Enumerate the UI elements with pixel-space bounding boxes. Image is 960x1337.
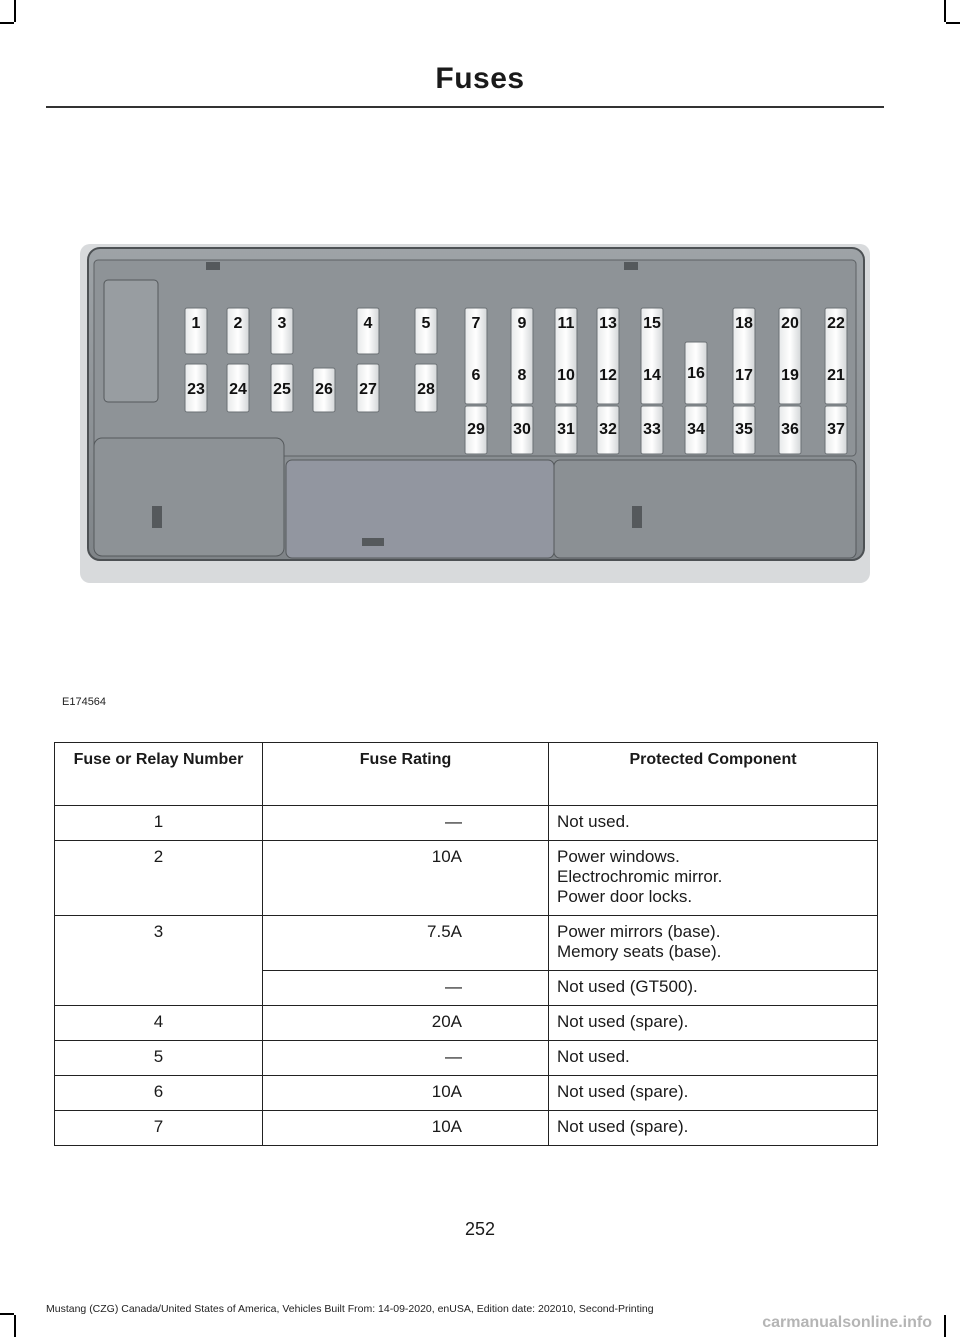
fuse-label: 10 [557,367,575,384]
fuse-label: 14 [643,367,661,384]
fuse-label: 4 [363,315,373,332]
latch-slot [152,506,162,528]
fuse-label: 36 [781,421,799,438]
fuse-label: 18 [735,315,753,332]
fuse-number: 7 [55,1111,263,1146]
fuse-rating: 10A [263,1111,549,1146]
crop-mark [0,22,14,24]
table-row [55,916,878,971]
table-row [55,1041,878,1076]
fuse-label: 11 [557,315,575,332]
fuse-label: 25 [273,381,291,398]
component-line: Memory seats (base). [557,942,722,961]
protected-component [549,916,878,971]
protected-component [549,1111,878,1146]
lower-right-housing [554,460,856,558]
footer-text: Mustang (CZG) Canada/United States of America, Vehicles Built From: 14-09-2020, enUSA, Edition date: 202010, Second-Printing [46,1303,654,1315]
component-line: Not used. [557,1047,630,1066]
component-line: Power mirrors (base). [557,922,721,941]
fuse-label: 20 [781,315,799,332]
component-line: Not used. [557,812,630,831]
fuse-label: 8 [517,367,527,384]
fuse-label: 19 [781,367,799,384]
page-title: Fuses [435,62,525,95]
fuse-label: 22 [827,315,845,332]
table-row [55,1111,878,1146]
component-line: Not used (GT500). [557,977,698,996]
watermark: carmanualsonline.info [762,1314,932,1331]
table-row [55,841,878,916]
crop-mark [946,22,960,24]
crop-mark [0,1313,14,1315]
table-row [55,1076,878,1111]
fuse-label: 28 [417,381,435,398]
fuse-label: 16 [687,365,705,382]
fuse-label: 31 [557,421,575,438]
protected-component [549,1076,878,1111]
table-row [55,806,878,841]
fuse-label: 5 [421,315,431,332]
fuse-number: 2 [55,841,263,916]
fuse-label: 27 [359,381,377,398]
lower-left-housing [94,438,284,556]
fuse-label: 9 [517,315,527,332]
column-header-number: Fuse or Relay Number [55,743,263,806]
component-line: Not used (spare). [557,1012,689,1031]
latch-slot [206,262,220,270]
fuse-rating: — [263,971,549,1006]
fuse-label: 17 [735,367,753,384]
fuse-label: 3 [277,315,287,332]
fuse-rating: 10A [263,1076,549,1111]
component-line: Electrochromic mirror. [557,867,723,886]
fuse-label: 6 [471,367,481,384]
protected-component [549,1041,878,1076]
fuse-label: 12 [599,367,617,384]
component-line: Power windows. [557,847,680,866]
figure-id: E174564 [62,696,107,708]
fuse-rating: 10A [263,841,549,916]
latch-slot [624,262,638,270]
fuse-label: 26 [315,381,333,398]
page-number: 252 [464,1219,496,1239]
fuse-number: 5 [55,1041,263,1076]
table-header-row [55,743,878,806]
protected-component [549,971,878,1006]
crop-mark [944,0,946,22]
fuse-label: 35 [735,421,753,438]
protected-component [549,806,878,841]
fuse-label: 33 [643,421,661,438]
relay-block [104,280,158,402]
fuse-label: 32 [599,421,617,438]
fuse-number: 3 [55,916,263,1006]
fuse-label: 2 [233,315,243,332]
fuse-rating: — [263,806,549,841]
crop-mark [14,0,16,22]
fuse-table [54,742,878,1146]
fuse-number: 4 [55,1006,263,1041]
fuse-label: 1 [191,315,201,332]
latch-slot [362,538,384,546]
fuse-label: 37 [827,421,845,438]
fuse-number: 1 [55,806,263,841]
component-line: Power door locks. [557,887,693,906]
fuse-label: 13 [599,315,617,332]
fuse-label: 34 [687,421,705,438]
fuse-rating: — [263,1041,549,1076]
crop-mark [14,1315,16,1337]
fuse-label: 7 [471,315,481,332]
protected-component [549,841,878,916]
column-header-component: Protected Component [549,743,878,806]
fuse-label: 15 [643,315,661,332]
table-row [55,1006,878,1041]
fuse-label: 29 [467,421,485,438]
fuse-rating: 7.5A [263,916,549,971]
latch-slot [632,506,642,528]
fuse-label: 23 [187,381,205,398]
crop-mark [944,1315,946,1337]
fuse-rating: 20A [263,1006,549,1041]
component-line: Not used (spare). [557,1082,689,1101]
column-header-rating: Fuse Rating [263,743,549,806]
protected-component [549,1006,878,1041]
component-line: Not used (spare). [557,1117,689,1136]
fuse-label: 24 [229,381,247,398]
lower-middle-housing [286,460,554,558]
fuse-number: 6 [55,1076,263,1111]
fuse-label: 30 [513,421,531,438]
title-divider [46,106,884,108]
fuse-label: 21 [827,367,845,384]
fuse-panel-diagram [80,238,870,583]
